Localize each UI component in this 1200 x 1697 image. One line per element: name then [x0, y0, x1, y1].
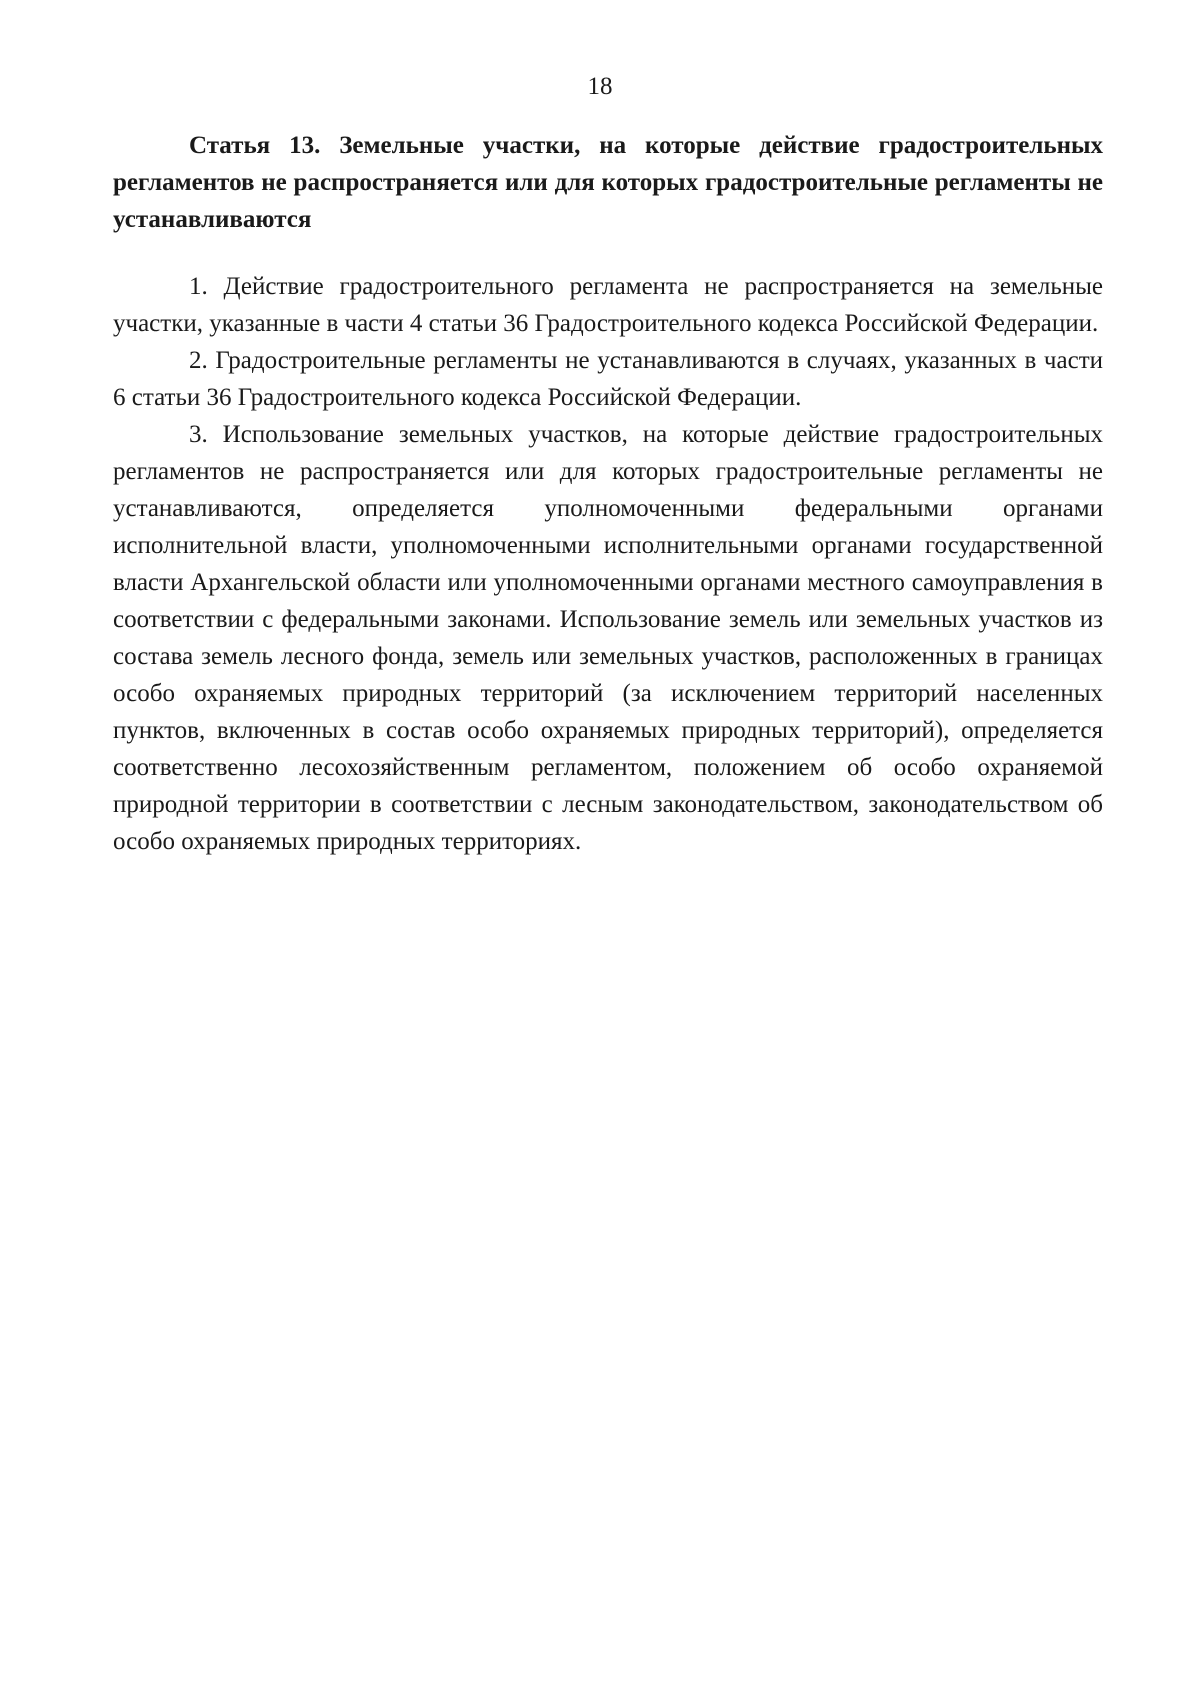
clause-2: 2. Градостроительные регламенты не устанавливаются в случаях, указанных в части 6 статьи 36 Градостроительного кодекса Российской Федерации.: [113, 347, 1103, 411]
article-body: [113, 127, 1103, 860]
article-title: Статья 13. Земельные участки, на которые действие градостроительных регламентов не распространяется или для которых градостроительные регламенты не устанавливаются: [113, 132, 1103, 233]
clause-1: 1. Действие градостроительного регламента не распространяется на земельные участки, указанные в части 4 статьи 36 Градостроительного кодекса Российской Федерации.: [113, 273, 1103, 337]
clause-3: 3. Использование земельных участков, на которые действие градостроительных регламентов не распространяется или для которых градостроительные регламенты не устанавливаются, определяется уполномоченными федеральными органами исполнительной власти, уполномоченными исполнительными органами государственной власти Архангельской области или уполномоченными органами местного самоуправления в соответствии с федеральными законами. Использование земель или земельных участков из состава земель лесного фонда, земель или земельных участков, расположенных в границах особо охраняемых природных территорий (за исключением территорий населенных пунктов, включенных в состав особо охраняемых природных территорий), определяется соответственно лесохозяйственным регламентом, положением об особо охраняемой природной территории в соответствии с лесным законодательством, законодательством об особо охраняемых природных территориях.: [113, 421, 1103, 855]
page-number: 18: [587, 73, 613, 100]
